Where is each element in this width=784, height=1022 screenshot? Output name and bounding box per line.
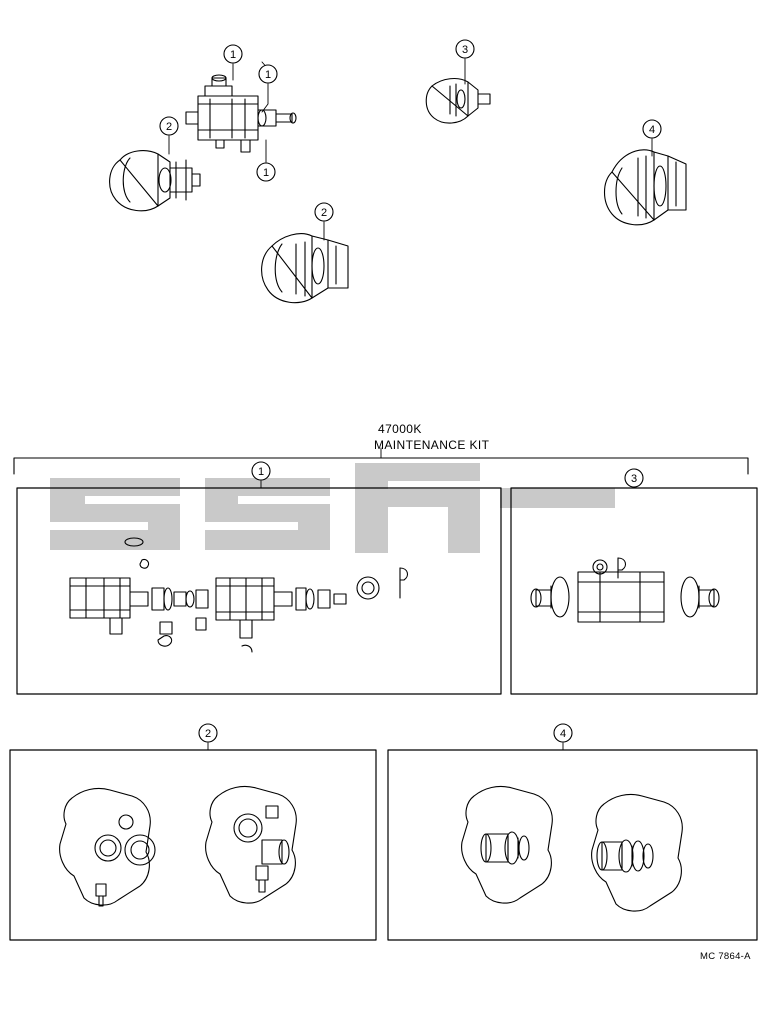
callout-label-4: 4 — [648, 123, 656, 136]
kit-code-label: 47000K — [378, 422, 422, 436]
callout-label-1: 1 — [229, 48, 237, 61]
callout-label-2b: 2 — [320, 206, 328, 219]
panel-callout-label-1: 1 — [257, 465, 265, 478]
callout-label-2: 2 — [165, 120, 173, 133]
panel-callout-label-3: 3 — [630, 472, 638, 485]
kit-name-label: MAINTENANCE KIT — [374, 438, 490, 452]
callout-label-3: 3 — [461, 43, 469, 56]
callout-label-1c: 1 — [262, 166, 270, 179]
figure-code-label: MC 7864-A — [700, 951, 751, 962]
callout-group — [160, 40, 661, 742]
callout-label-1b: 1 — [264, 68, 272, 81]
panel-callout-label-2: 2 — [204, 727, 212, 740]
panel-callout-label-4: 4 — [559, 727, 567, 740]
